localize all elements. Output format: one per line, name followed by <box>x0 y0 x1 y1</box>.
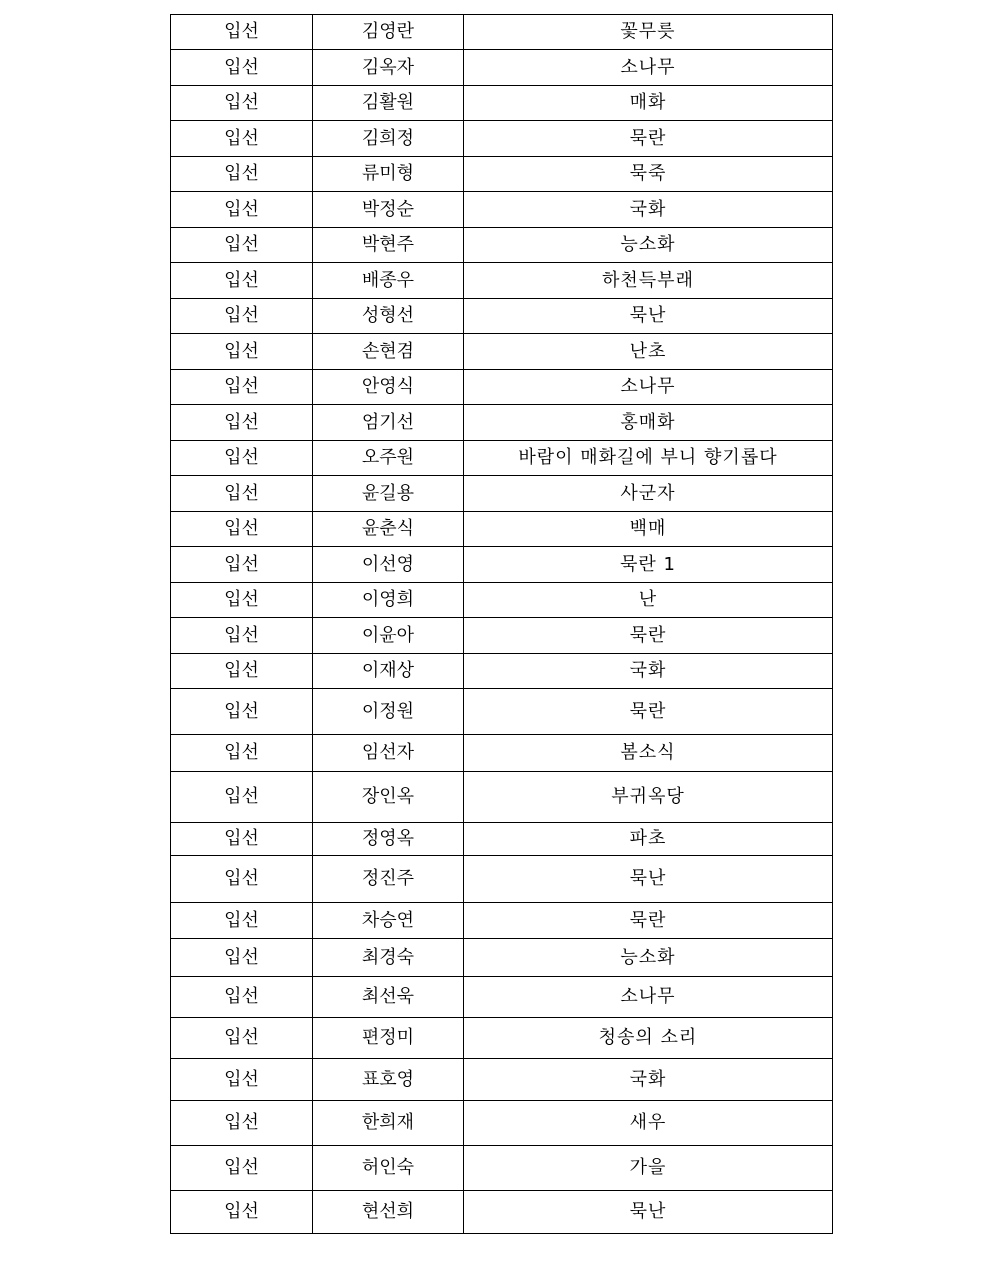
table-row <box>171 512 833 547</box>
table-row <box>171 772 833 823</box>
title-cell: 묵난 <box>464 1191 833 1234</box>
name-cell: 이선영 <box>313 547 464 583</box>
award-cell: 입선 <box>171 689 313 735</box>
title-cell: 새우 <box>464 1101 833 1146</box>
name-cell: 김영란 <box>313 15 464 50</box>
name-cell: 손현겸 <box>313 334 464 370</box>
title-cell: 파초 <box>464 823 833 856</box>
name-cell: 박정순 <box>313 192 464 228</box>
award-cell: 입선 <box>171 977 313 1018</box>
name-cell: 박현주 <box>313 228 464 263</box>
title-cell: 청송의 소리 <box>464 1018 833 1059</box>
name-cell: 허인숙 <box>313 1146 464 1191</box>
award-cell: 입선 <box>171 263 313 299</box>
results-table <box>170 14 833 1234</box>
title-cell: 백매 <box>464 512 833 547</box>
title-cell: 묵란 <box>464 121 833 157</box>
title-cell: 하천득부래 <box>464 263 833 299</box>
award-cell: 입선 <box>171 157 313 192</box>
name-cell: 성형선 <box>313 299 464 334</box>
award-cell: 입선 <box>171 50 313 86</box>
award-cell: 입선 <box>171 121 313 157</box>
award-cell: 입선 <box>171 547 313 583</box>
title-cell: 난초 <box>464 334 833 370</box>
name-cell: 이윤아 <box>313 618 464 654</box>
name-cell: 최선욱 <box>313 977 464 1018</box>
table-row <box>171 192 833 228</box>
title-cell: 홍매화 <box>464 405 833 441</box>
award-cell: 입선 <box>171 86 313 121</box>
table-row <box>171 689 833 735</box>
award-cell: 입선 <box>171 1059 313 1101</box>
award-cell: 입선 <box>171 1191 313 1234</box>
table-row <box>171 856 833 903</box>
table-row <box>171 121 833 157</box>
table-row <box>171 823 833 856</box>
award-cell: 입선 <box>171 903 313 939</box>
award-cell: 입선 <box>171 370 313 405</box>
title-cell: 국화 <box>464 1059 833 1101</box>
name-cell: 윤길용 <box>313 476 464 512</box>
award-cell: 입선 <box>171 512 313 547</box>
award-cell: 입선 <box>171 1146 313 1191</box>
table-row <box>171 299 833 334</box>
table-row <box>171 1018 833 1059</box>
award-cell: 입선 <box>171 823 313 856</box>
table-row <box>171 405 833 441</box>
award-cell: 입선 <box>171 192 313 228</box>
name-cell: 장인옥 <box>313 772 464 823</box>
name-cell: 김옥자 <box>313 50 464 86</box>
name-cell: 김활원 <box>313 86 464 121</box>
title-cell: 바람이 매화길에 부니 향기롭다 <box>464 441 833 476</box>
results-table-body <box>171 15 833 1234</box>
name-cell: 김희정 <box>313 121 464 157</box>
award-cell: 입선 <box>171 1101 313 1146</box>
title-cell: 묵난 <box>464 299 833 334</box>
name-cell: 정진주 <box>313 856 464 903</box>
award-cell: 입선 <box>171 618 313 654</box>
table-row <box>171 370 833 405</box>
award-cell: 입선 <box>171 228 313 263</box>
table-row <box>171 977 833 1018</box>
award-cell: 입선 <box>171 583 313 618</box>
table-row <box>171 939 833 977</box>
title-cell: 묵난 <box>464 856 833 903</box>
table-row <box>171 547 833 583</box>
award-cell: 입선 <box>171 405 313 441</box>
table-row <box>171 157 833 192</box>
name-cell: 오주원 <box>313 441 464 476</box>
title-cell: 능소화 <box>464 228 833 263</box>
title-cell: 꽃무릇 <box>464 15 833 50</box>
title-cell: 묵란 <box>464 689 833 735</box>
name-cell: 이재상 <box>313 654 464 689</box>
name-cell: 배종우 <box>313 263 464 299</box>
title-cell: 가을 <box>464 1146 833 1191</box>
name-cell: 이정원 <box>313 689 464 735</box>
title-cell: 부귀옥당 <box>464 772 833 823</box>
title-cell: 능소화 <box>464 939 833 977</box>
table-row <box>171 654 833 689</box>
table-row <box>171 441 833 476</box>
award-cell: 입선 <box>171 939 313 977</box>
table-row <box>171 1146 833 1191</box>
name-cell: 편정미 <box>313 1018 464 1059</box>
title-cell: 봄소식 <box>464 735 833 772</box>
name-cell: 현선희 <box>313 1191 464 1234</box>
name-cell: 한희재 <box>313 1101 464 1146</box>
award-cell: 입선 <box>171 772 313 823</box>
award-cell: 입선 <box>171 735 313 772</box>
name-cell: 안영식 <box>313 370 464 405</box>
table-row <box>171 735 833 772</box>
name-cell: 류미형 <box>313 157 464 192</box>
name-cell: 임선자 <box>313 735 464 772</box>
title-cell: 소나무 <box>464 977 833 1018</box>
award-cell: 입선 <box>171 299 313 334</box>
award-cell: 입선 <box>171 654 313 689</box>
title-cell: 매화 <box>464 86 833 121</box>
award-cell: 입선 <box>171 856 313 903</box>
table-row <box>171 228 833 263</box>
award-cell: 입선 <box>171 476 313 512</box>
title-cell: 묵죽 <box>464 157 833 192</box>
title-cell: 난 <box>464 583 833 618</box>
title-cell: 소나무 <box>464 370 833 405</box>
title-cell: 소나무 <box>464 50 833 86</box>
table-row <box>171 334 833 370</box>
table-row <box>171 15 833 50</box>
name-cell: 이영희 <box>313 583 464 618</box>
table-row <box>171 263 833 299</box>
table-row <box>171 1059 833 1101</box>
award-cell: 입선 <box>171 1018 313 1059</box>
name-cell: 차승연 <box>313 903 464 939</box>
table-row <box>171 1191 833 1234</box>
table-row <box>171 50 833 86</box>
name-cell: 엄기선 <box>313 405 464 441</box>
title-cell: 사군자 <box>464 476 833 512</box>
name-cell: 정영옥 <box>313 823 464 856</box>
name-cell: 윤춘식 <box>313 512 464 547</box>
table-row <box>171 1101 833 1146</box>
table-row <box>171 583 833 618</box>
name-cell: 최경숙 <box>313 939 464 977</box>
table-row <box>171 618 833 654</box>
table-row <box>171 903 833 939</box>
title-cell: 국화 <box>464 654 833 689</box>
award-cell: 입선 <box>171 15 313 50</box>
title-cell: 묵란 <box>464 618 833 654</box>
award-cell: 입선 <box>171 334 313 370</box>
table-row <box>171 476 833 512</box>
title-cell: 묵란 1 <box>464 547 833 583</box>
table-row <box>171 86 833 121</box>
name-cell: 표호영 <box>313 1059 464 1101</box>
title-cell: 국화 <box>464 192 833 228</box>
title-cell: 묵란 <box>464 903 833 939</box>
award-cell: 입선 <box>171 441 313 476</box>
